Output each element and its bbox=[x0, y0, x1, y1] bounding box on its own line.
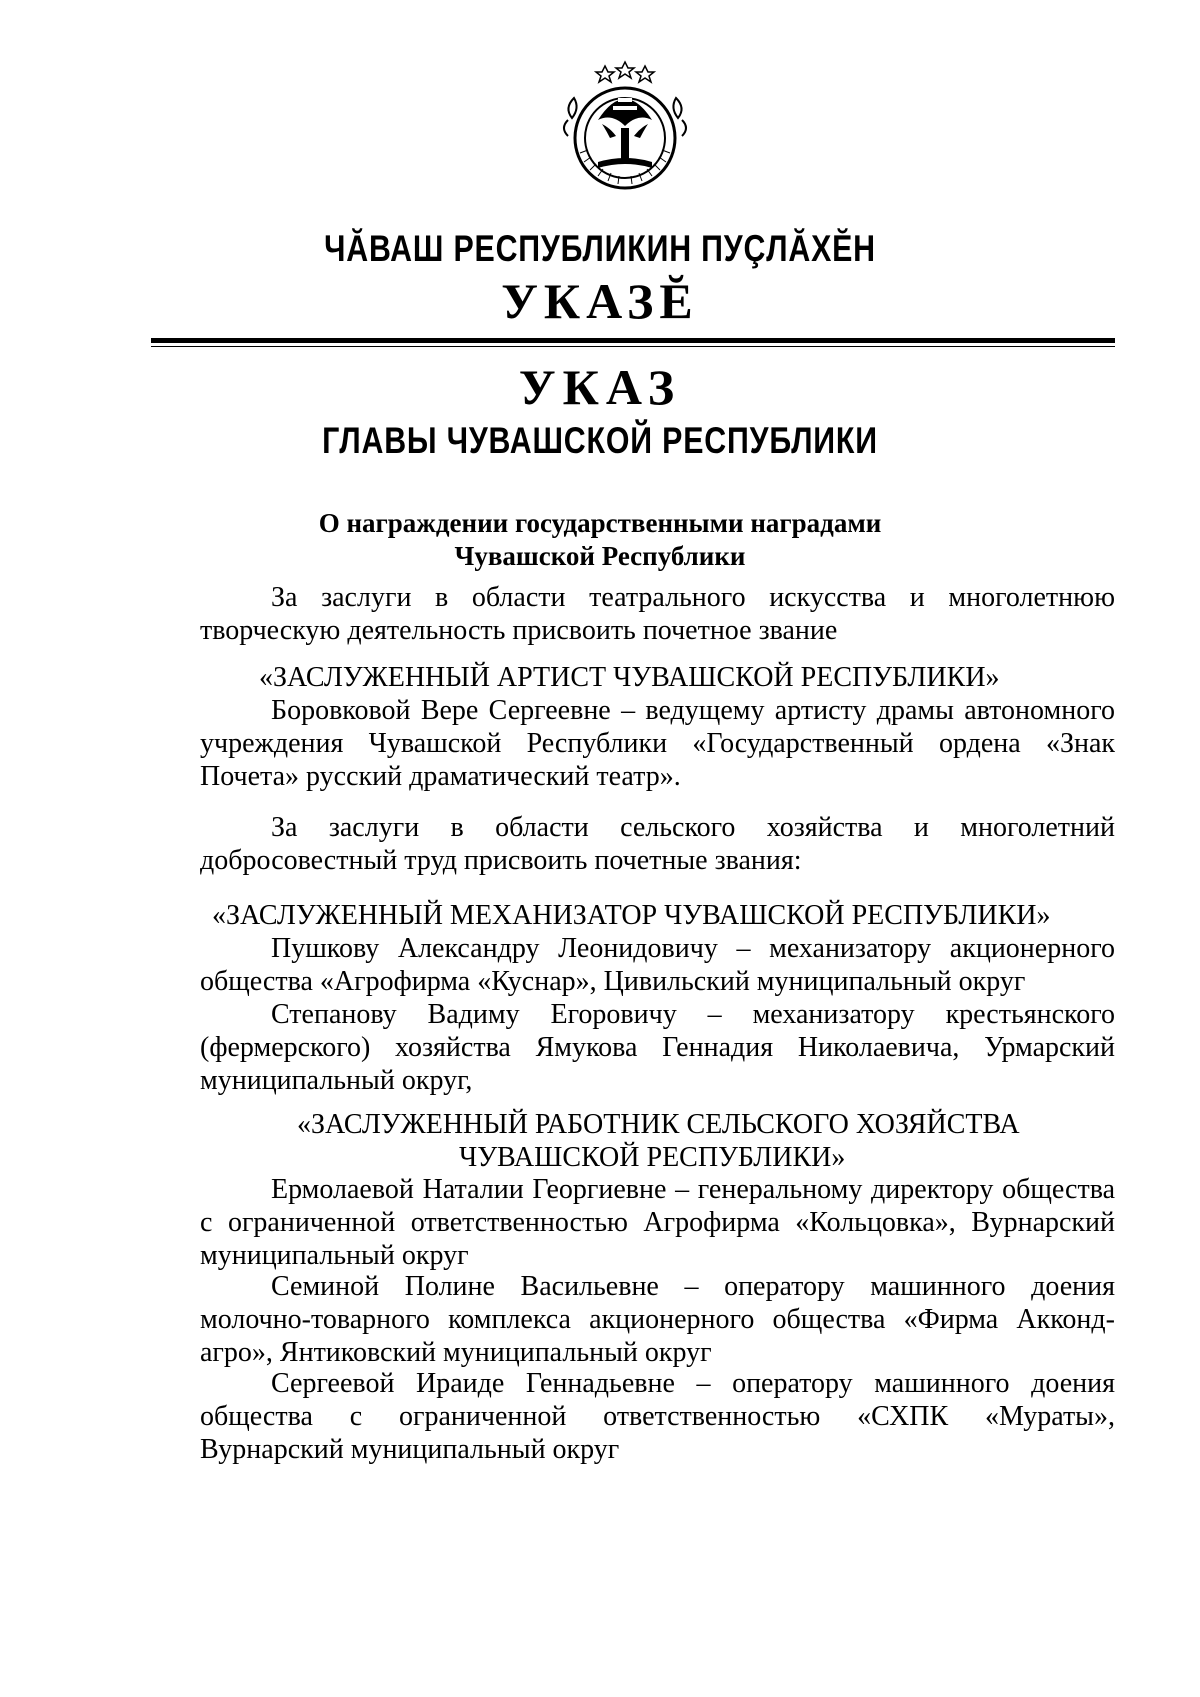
paragraph-awardee: Семиной Полине Васильевне – оператору машинного доения молочно-товарного комплекса акционерного общества «Фирма Акконд-агро», Янтиковский муниципальный округ bbox=[200, 1271, 1115, 1368]
document-title-line1: О награждении государственными наградами bbox=[318, 508, 882, 538]
document-title bbox=[0, 507, 1200, 573]
paragraph-awardee: Сергеевой Ираиде Геннадьевне – оператору машинного доения общества с ограниченной ответственностью «СХПК «Мураты», Вурнарский муниципальный округ bbox=[200, 1368, 1115, 1465]
paragraph-awardee: Степанову Вадиму Егоровичу – механизатору крестьянского (фермерского) хозяйства Ямукова Геннадия Николаевича, Урмарский муниципальный округ, bbox=[200, 999, 1115, 1096]
header-chuvash-title: ЧĂВАШ РЕСПУБЛИКИН ПУÇЛĂХĔН bbox=[324, 228, 876, 269]
paragraph-intro-agriculture: За заслуги в области сельского хозяйства и многолетний добросовестный труд присвоить почетные звания: bbox=[200, 812, 1115, 876]
rank-title-machine-operator: «ЗАСЛУЖЕННЫЙ МЕХАНИЗАТОР ЧУВАШСКОЙ РЕСПУБЛИКИ» bbox=[212, 900, 1051, 931]
header-russian-decree: УКАЗ bbox=[518, 359, 682, 415]
coat-of-arms-emblem bbox=[558, 58, 693, 194]
paragraph-awardee: Ермолаевой Наталии Георгиевне – генеральному директору общества с ограниченной ответственностью Агрофирма «Кольцовка», Вурнарский муниципальный округ bbox=[200, 1174, 1115, 1271]
header-divider-thin bbox=[151, 346, 1115, 347]
document-title-line2: Чувашской Республики bbox=[454, 541, 746, 571]
paragraph-intro-theatre: За заслуги в области театрального искусства и многолетнюю творческую деятельность присвоить почетное звание bbox=[200, 582, 1115, 646]
rank-title-agriculture-worker-line1: «ЗАСЛУЖЕННЫЙ РАБОТНИК СЕЛЬСКОГО ХОЗЯЙСТВА bbox=[297, 1109, 1020, 1140]
paragraph-awardee: Пушкову Александру Леонидовичу – механизатору акционерного общества «Агрофирма «Куснар», Цивильский муниципальный округ bbox=[200, 933, 1115, 997]
coat-of-arms-icon bbox=[558, 58, 693, 194]
header-russian-title: ГЛАВЫ ЧУВАШСКОЙ РЕСПУБЛИКИ bbox=[322, 420, 878, 461]
header-divider-thick bbox=[151, 338, 1115, 343]
rank-title-agriculture-worker-line2: ЧУВАШСКОЙ РЕСПУБЛИКИ» bbox=[459, 1142, 846, 1173]
header-chuvash-decree: УКАЗĔ bbox=[501, 273, 699, 329]
paragraph-awardee: Боровковой Вере Сергеевне – ведущему артисту драмы автономного учреждения Чувашской Республики «Государственный ордена «Знак Почета» русский драматический театр». bbox=[200, 695, 1115, 792]
rank-title-artist: «ЗАСЛУЖЕННЫЙ АРТИСТ ЧУВАШСКОЙ РЕСПУБЛИКИ» bbox=[259, 662, 1000, 693]
